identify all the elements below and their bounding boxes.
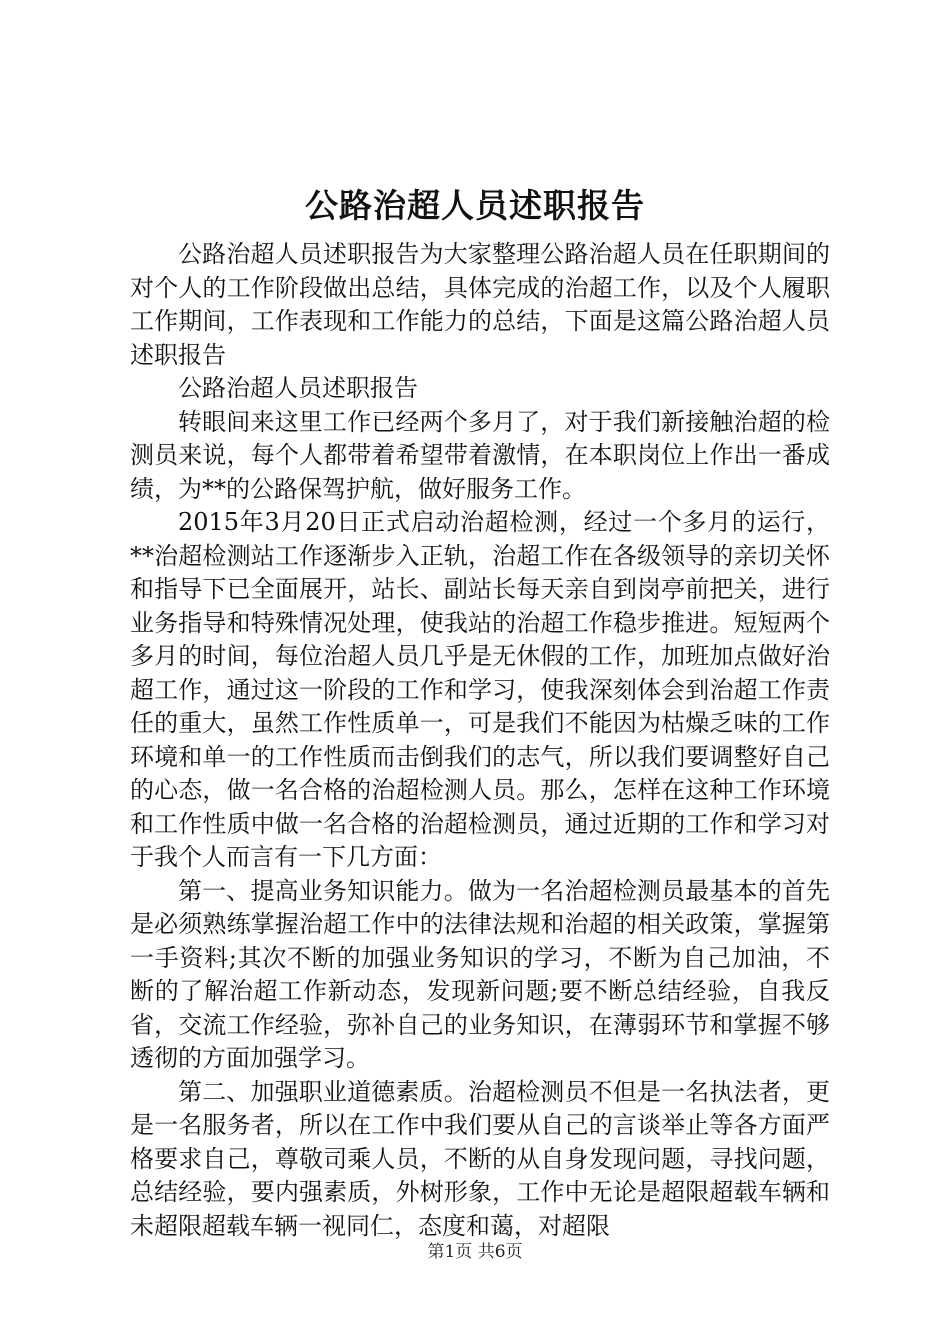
paragraph-intro: 公路治超人员述职报告为大家整理公路治超人员在任职期间的对个人的工作阶段做出总结，具体完成的治超工作，以及个人履职工作期间，工作表现和工作能力的总结，下面是这篇公路治超人员述职报告	[130, 240, 830, 369]
document-body	[130, 238, 830, 1243]
paragraph-opening: 转眼间来这里工作已经两个多月了，对于我们新接触治超的检测员来说，每个人都带着希望带着激情，在本职岗位上作出一番成绩，为**的公路保驾护航，做好服务工作。	[130, 407, 830, 503]
paragraph-second-point: 第二、加强职业道德素质。治超检测员不但是一名执法者，更是一名服务者，所以在工作中我们要从自己的言谈举止等各方面严格要求自己，尊敬司乘人员，不断的从自身发现问题，寻找问题，总结经验，要内强素质，外树形象，工作中无论是超限超载车辆和未超限超载车辆一视同仁，态度和蔼，对超限	[130, 1077, 830, 1240]
paragraph-subtitle: 公路治超人员述职报告	[178, 374, 418, 402]
paragraph-first-point: 第一、提高业务知识能力。做为一名治超检测员最基本的首先是必须熟练掌握治超工作中的法律法规和治超的相关政策，掌握第一手资料;其次不断的加强业务知识的学习，不断为自己加油，不断的了解治超工作新动态，发现新问题;要不断总结经验，自我反省，交流工作经验，弥补自己的业务知识，在薄弱环节和掌握不够透彻的方面加强学习。	[130, 876, 830, 1072]
paragraph-background: 2015年3月20日正式启动治超检测，经过一个多月的运行，**治超检测站工作逐渐步入正轨，治超工作在各级领导的亲切关怀和指导下已全面展开，站长、副站长每天亲自到岗亭前把关，进行业务指导和特殊情况处理，使我站的治超工作稳步推进。短短两个多月的时间，每位治超人员几乎是无休假的工作，加班加点做好治超工作，通过这一阶段的工作和学习，使我深刻体会到治超工作责任的重大，虽然工作性质单一，可是我们不能因为枯燥乏味的工作环境和单一的工作性质而击倒我们的志气，所以我们要调整好自己的心态，做一名合格的治超检测人员。那么，怎样在这种工作环境和工作性质中做一名合格的治超检测员，通过近期的工作和学习对于我个人而言有一下几方面：	[130, 508, 830, 871]
document-title: 公路治超人员述职报告	[305, 186, 645, 225]
page-number-footer: 第1页 共6页	[427, 1242, 523, 1262]
